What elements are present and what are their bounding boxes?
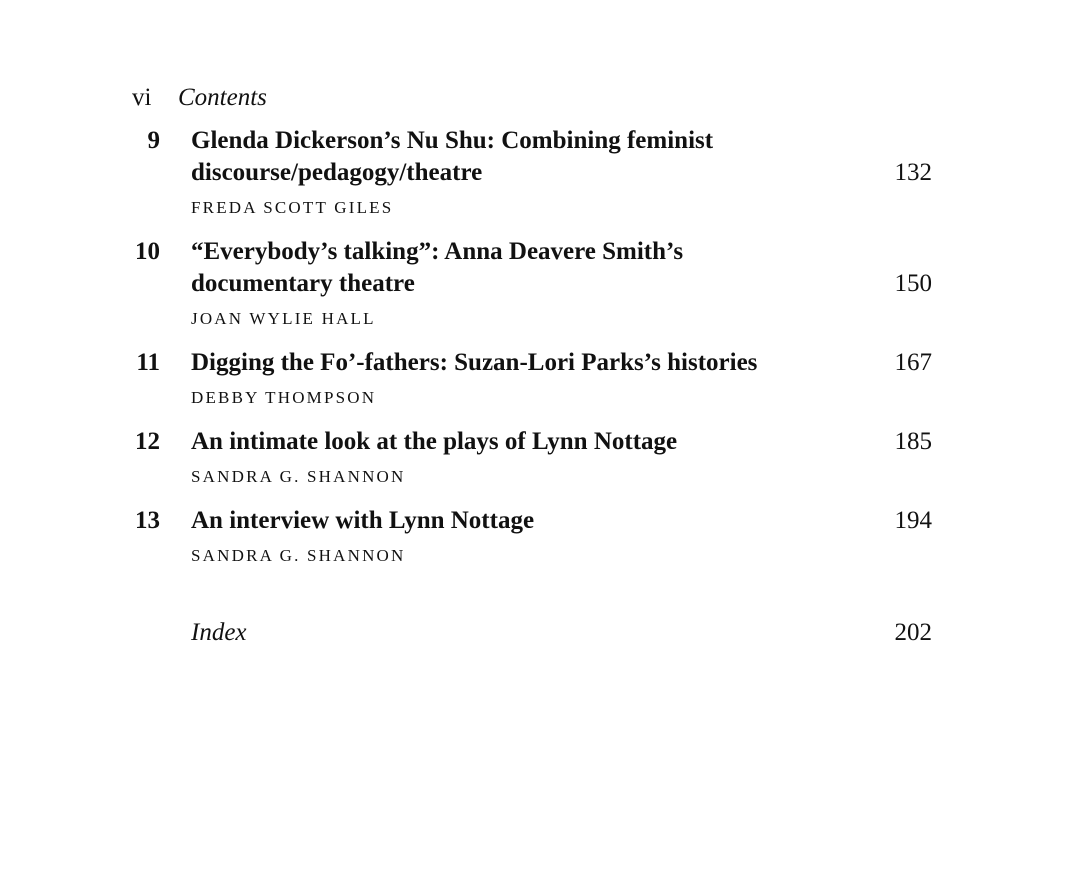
page-title: Contents xyxy=(178,84,267,111)
chapter-title-line: An interview with Lynn Nottage xyxy=(191,507,535,534)
chapter-number: 12 xyxy=(135,428,160,455)
chapter-title-line: Digging the Fo’-fathers: Suzan-Lori Parks’s histories xyxy=(191,349,758,376)
chapter-author: DEBBY THOMPSON xyxy=(191,388,377,407)
running-head xyxy=(132,82,267,114)
chapter-author: SANDRA G. SHANNON xyxy=(191,467,406,486)
page-number: 150 xyxy=(894,270,932,297)
chapter-number: 13 xyxy=(135,507,160,534)
chapter-number: 10 xyxy=(135,238,160,265)
page-number: 194 xyxy=(894,507,932,534)
chapter-number: 9 xyxy=(147,127,160,154)
chapter-title-line: An intimate look at the plays of Lynn Nottage xyxy=(191,428,678,455)
chapter-author: SANDRA G. SHANNON xyxy=(191,546,406,565)
chapter-title-line: Glenda Dickerson’s Nu Shu: Combining feminist xyxy=(191,127,714,154)
page-number: 167 xyxy=(894,349,932,376)
page-number: 202 xyxy=(894,619,932,646)
chapter-title-line: discourse/pedagogy/theatre xyxy=(191,159,483,186)
page-number: 132 xyxy=(894,159,932,186)
page-folio: vi xyxy=(132,84,152,111)
chapter-title-line: “Everybody’s talking”: Anna Deavere Smith’s xyxy=(191,238,684,265)
chapter-author: JOAN WYLIE HALL xyxy=(191,309,376,328)
index-label: Index xyxy=(191,619,247,646)
page-number: 185 xyxy=(894,428,932,455)
chapter-author: FREDA SCOTT GILES xyxy=(191,198,394,217)
chapter-number: 11 xyxy=(136,349,160,376)
chapter-title-line: documentary theatre xyxy=(191,270,415,297)
